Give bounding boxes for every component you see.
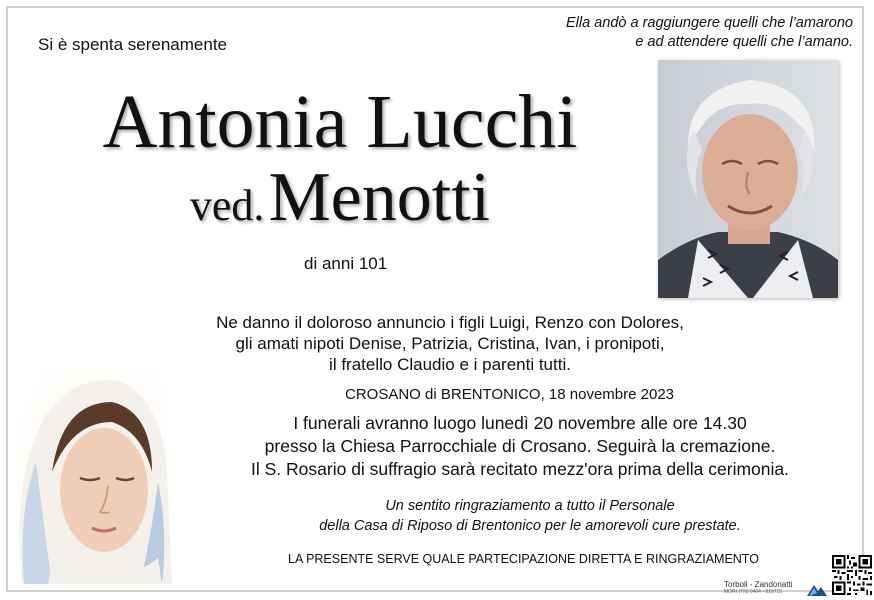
portrait-photo	[658, 60, 838, 298]
qr-code-icon[interactable]	[832, 555, 872, 595]
madonna-icon	[12, 362, 172, 584]
funeral-line-3: Il S. Rosario di suffragio sarà recitato mezz'ora prima della cerimonia.	[251, 459, 789, 479]
deceased-married-name	[0, 158, 680, 256]
announcement-line-2: gli amati nipoti Denise, Patrizia, Cristina, Ivan, i pronipoti,	[235, 334, 665, 353]
participation-notice: LA PRESENTE SERVE QUALE PARTECIPAZIONE DIRETTA E RINGRAZIAMENTO	[288, 552, 759, 566]
age-text: di anni 101	[304, 254, 388, 273]
madonna-image	[12, 362, 172, 584]
portrait-photo-icon	[658, 60, 838, 298]
funeral-line-1: I funerali avranno luogo lunedì 20 novembre alle ore 14.30	[293, 413, 747, 433]
deceased-name: Antonia Lucchi	[102, 80, 578, 164]
agency-contact: MORI (TN) 0464 - 918715	[724, 589, 783, 595]
agency-name: Torboli - Zandonatti	[724, 580, 793, 589]
ved-label: ved.	[189, 181, 265, 230]
announcement-line-3: il fratello Claudio e i parenti tutti.	[329, 355, 571, 374]
thanks-line-1: Un sentito ringraziamento a tutto il Personale	[385, 498, 675, 514]
agency-logo-icon	[806, 583, 828, 597]
funeral-line-2: presso la Chiesa Parrocchiale di Crosano. Seguirà la cremazione.	[264, 436, 776, 456]
quote-line-1: Ella andò a raggiungere quelli che l’amarono	[566, 15, 853, 31]
epitaph-quote	[566, 14, 853, 52]
intro-text: Si è spenta serenamente	[38, 35, 228, 54]
thanks-line-2: della Casa di Riposo di Brentonico per le amorevoli cure prestate.	[319, 518, 741, 534]
announcement-line-1: Ne danno il doloroso annuncio i figli Luigi, Renzo con Dolores,	[216, 313, 684, 332]
place-date: CROSANO di BRENTONICO, 18 novembre 2023	[345, 386, 675, 403]
funeral-details	[200, 412, 840, 481]
thanks-note	[250, 496, 810, 536]
announcement	[160, 312, 740, 375]
married-surname: Menotti	[268, 159, 491, 236]
quote-line-2: e ad attendere quelli che l’amano.	[635, 34, 853, 50]
